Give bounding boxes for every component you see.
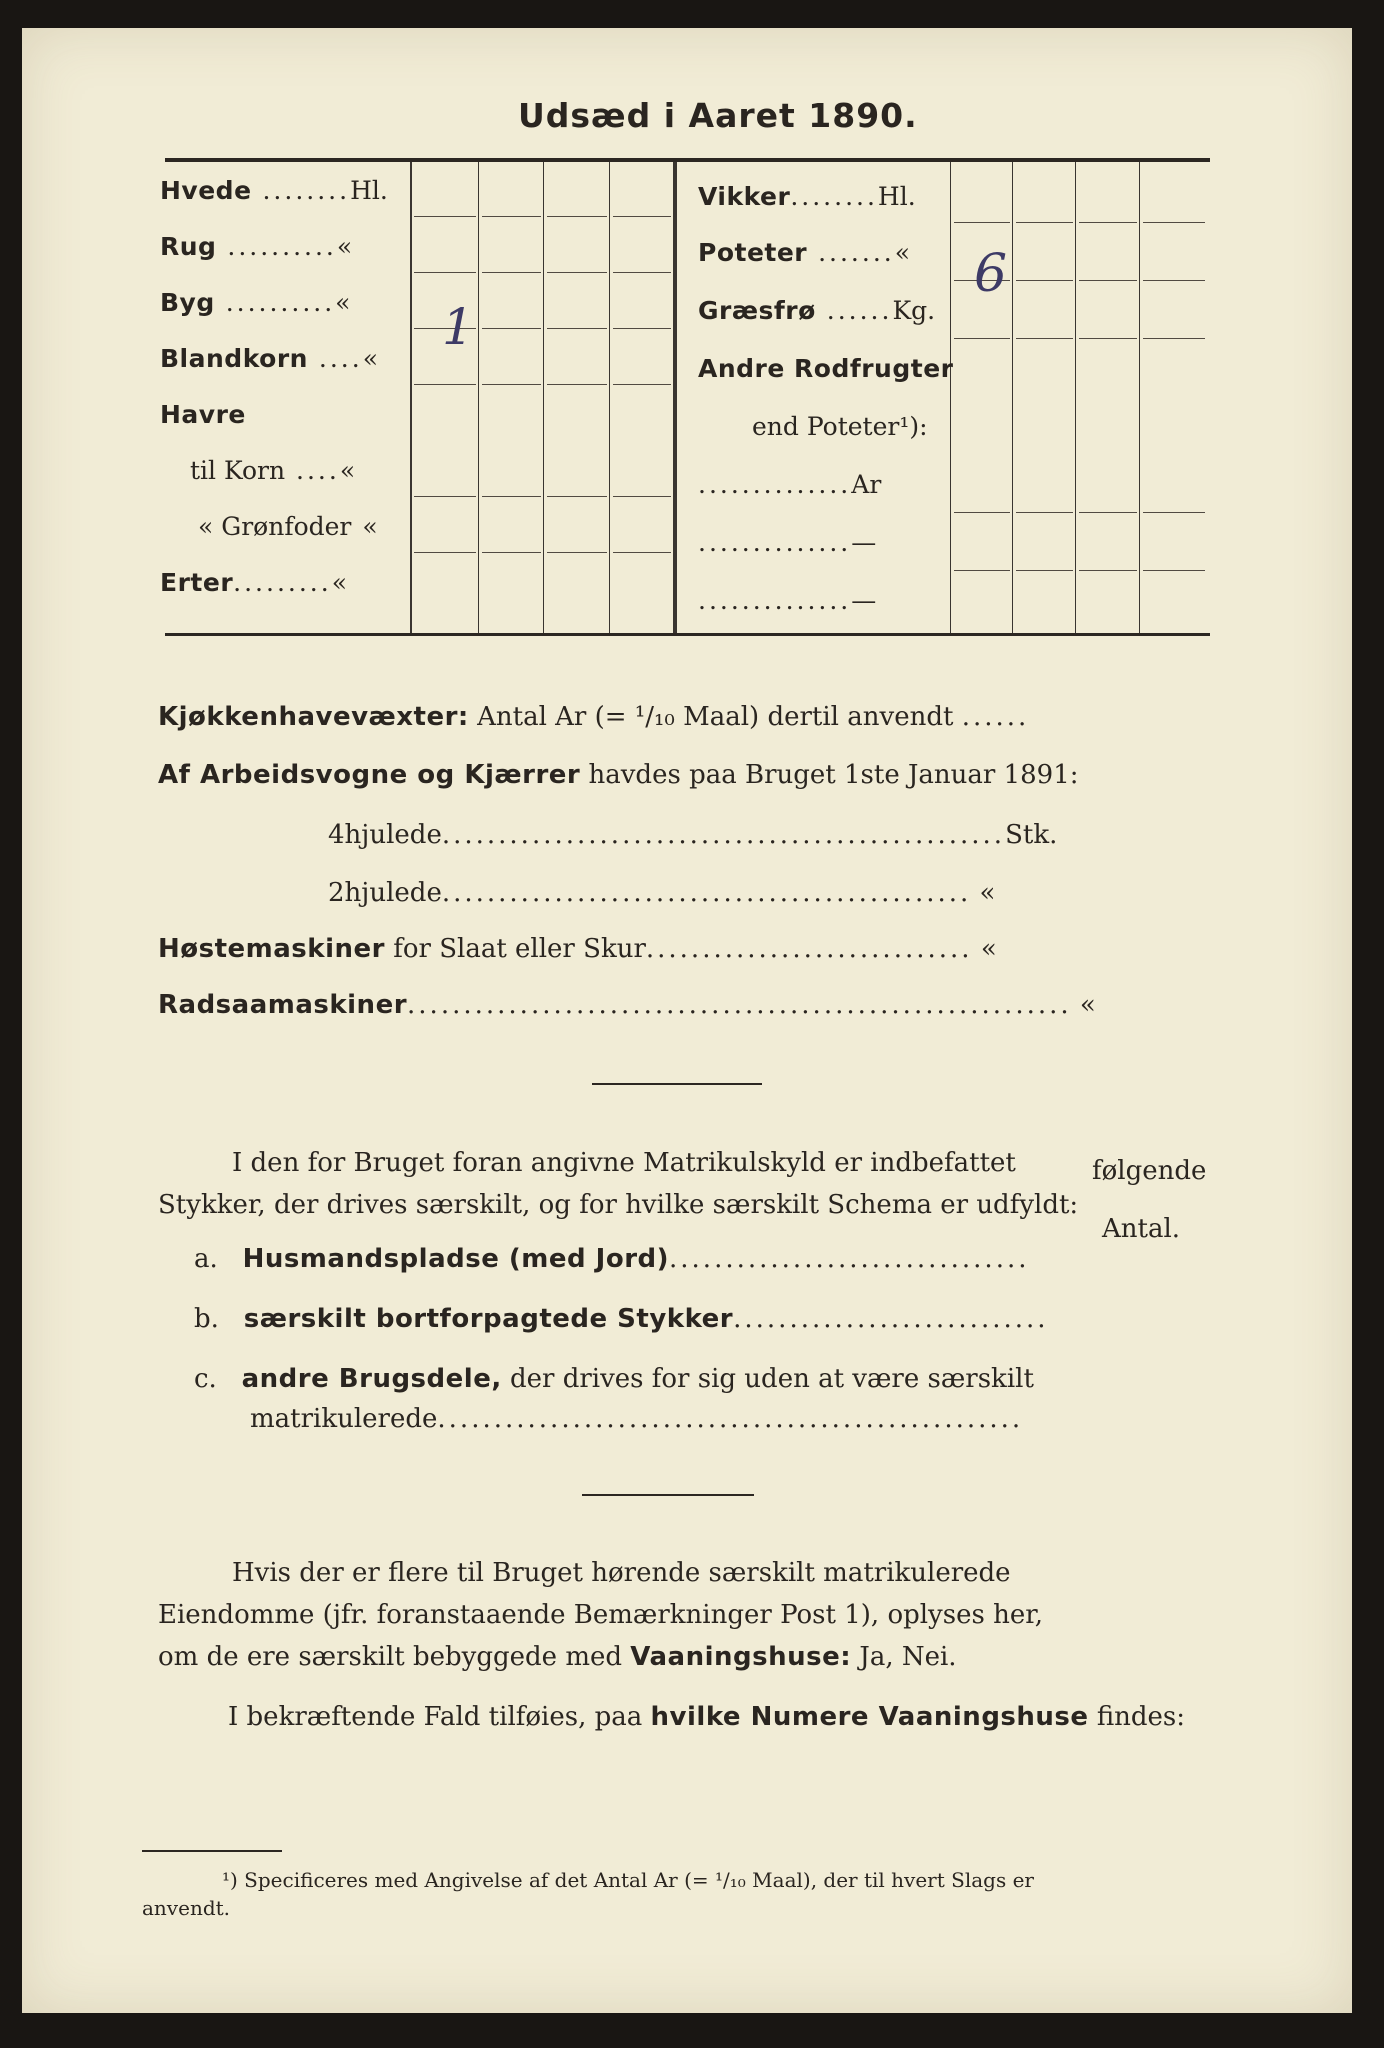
row-andre-rodfrugter: Andre Rodfrugter	[698, 354, 954, 383]
row-til-korn: til Korn ....«	[190, 456, 356, 485]
row-blank-1: ..............Ar	[698, 470, 882, 499]
line-4hjulede: 4hjulede..................................................Stk.	[328, 820, 1058, 850]
antal-label: Antal.	[1102, 1214, 1181, 1244]
item-c: c. andre Brugsdele, der drives for sig uden at være særskilt	[194, 1364, 1034, 1394]
row-end-poteter: end Poteter¹):	[752, 412, 928, 441]
col-divider	[1139, 162, 1140, 633]
col-divider	[1075, 162, 1076, 633]
row-gronfoder: « Grønfoder «	[198, 512, 378, 541]
cell-line	[414, 552, 476, 553]
line-2hjulede: 2hjulede............................................... «	[328, 878, 996, 908]
cell-line	[1079, 338, 1137, 339]
cell-line	[1079, 280, 1137, 281]
cell-line	[547, 216, 607, 217]
cell-line	[613, 216, 671, 217]
cell-line	[1143, 338, 1205, 339]
line-arbeidsvogne: Af Arbeidsvogne og Kjærrer havdes paa Bruget 1ste Januar 1891:	[158, 760, 1079, 790]
cell-line	[613, 552, 671, 553]
eiendom-line-1: Hvis der er flere til Bruget hørende særskilt matrikulerede	[232, 1558, 1011, 1588]
cell-line	[547, 272, 607, 273]
row-erter: Erter.........«	[160, 568, 347, 597]
footnote-line-2: anvendt.	[142, 1896, 231, 1920]
cell-line	[1143, 222, 1205, 223]
cell-line	[414, 496, 476, 497]
cell-line	[482, 272, 541, 273]
page-title: Udsæd i Aaret 1890.	[518, 96, 918, 135]
cell-line	[414, 272, 476, 273]
line-hostemaskiner: Høstemaskiner for Slaat eller Skur............................. «	[158, 934, 997, 964]
col-divider	[543, 162, 544, 633]
line-radsaamaskiner: Radsaamaskiner........................................................... «	[158, 990, 1096, 1020]
cell-line	[1079, 512, 1137, 513]
eiendom-line-4: I bekræftende Fald tilføies, paa hvilke Numere Vaaningshuse findes:	[228, 1702, 1186, 1732]
cell-line	[954, 512, 1010, 513]
cell-line	[482, 328, 541, 329]
col-divider	[950, 162, 951, 633]
col-divider	[1012, 162, 1013, 633]
cell-line	[613, 272, 671, 273]
row-havre: Havre	[160, 400, 246, 429]
folgende-label: følgende	[1092, 1156, 1207, 1186]
separator	[582, 1494, 754, 1496]
cell-line	[1016, 570, 1073, 571]
row-vikker: Vikker........Hl.	[698, 182, 916, 211]
cell-line	[1143, 570, 1205, 571]
item-c-cont: matrikulerede....................................................	[250, 1404, 1024, 1434]
form-page	[22, 28, 1352, 2013]
handwritten-byg-value: 1	[442, 298, 474, 356]
item-a: a. Husmandspladse (med Jord)................................	[194, 1244, 1030, 1274]
cell-line	[482, 384, 541, 385]
cell-line	[482, 216, 541, 217]
col-divider	[478, 162, 479, 633]
cell-line	[1016, 338, 1073, 339]
eiendom-line-3: om de ere særskilt bebyggede med Vaaningshuse: Ja, Nei.	[158, 1642, 957, 1672]
cell-line	[547, 552, 607, 553]
table-top-rule	[165, 158, 1210, 162]
item-b: b. særskilt bortforpagtede Stykker............................	[194, 1304, 1049, 1334]
cell-line	[1016, 222, 1073, 223]
footnote-rule	[142, 1850, 282, 1852]
row-graesfro: Græsfrø ......Kg.	[698, 296, 936, 325]
cell-line	[1143, 512, 1205, 513]
cell-line	[482, 552, 541, 553]
cell-line	[954, 222, 1010, 223]
cell-line	[547, 384, 607, 385]
cell-line	[414, 384, 476, 385]
cell-line	[547, 328, 607, 329]
row-poteter: Poteter .......«	[698, 238, 911, 267]
cell-line	[1079, 222, 1137, 223]
cell-line	[1016, 280, 1073, 281]
table-bottom-rule	[165, 633, 1210, 636]
cell-line	[613, 384, 671, 385]
cell-line	[613, 496, 671, 497]
row-blank-3: ..............—	[698, 586, 877, 615]
row-blandkorn: Blandkorn ....«	[160, 344, 378, 373]
row-byg: Byg ..........«	[160, 288, 351, 317]
cell-line	[547, 496, 607, 497]
cell-line	[482, 496, 541, 497]
footnote-line-1: ¹) Specificeres med Angivelse af det Antal Ar (= ¹/₁₀ Maal), der til hvert Slags er	[222, 1868, 1034, 1892]
row-blank-2: ..............—	[698, 528, 877, 557]
handwritten-poteter-value: 6	[974, 244, 1008, 304]
line-kjokkenhave: Kjøkkenhavevæxter: Antal Ar (= ¹/₁₀ Maal) dertil anvendt ......	[158, 702, 1030, 732]
center-divider	[673, 162, 677, 633]
cell-line	[414, 216, 476, 217]
cell-line	[1016, 512, 1073, 513]
eiendom-line-2: Eiendomme (jfr. foranstaaende Bemærkninger Post 1), oplyses her,	[158, 1600, 1044, 1630]
separator	[592, 1083, 762, 1085]
cell-line	[613, 328, 671, 329]
matrikul-intro-2: Stykker, der drives særskilt, og for hvilke særskilt Schema er udfyldt:	[158, 1190, 1079, 1220]
col-divider	[609, 162, 610, 633]
row-rug: Rug ..........«	[160, 232, 353, 261]
col-divider	[410, 162, 412, 633]
cell-line	[1079, 570, 1137, 571]
cell-line	[954, 338, 1010, 339]
row-hvede: Hvede ........Hl.	[160, 176, 388, 205]
matrikul-intro-1: I den for Bruget foran angivne Matrikulskyld er indbefattet	[232, 1148, 1016, 1178]
cell-line	[1143, 280, 1205, 281]
cell-line	[954, 570, 1010, 571]
